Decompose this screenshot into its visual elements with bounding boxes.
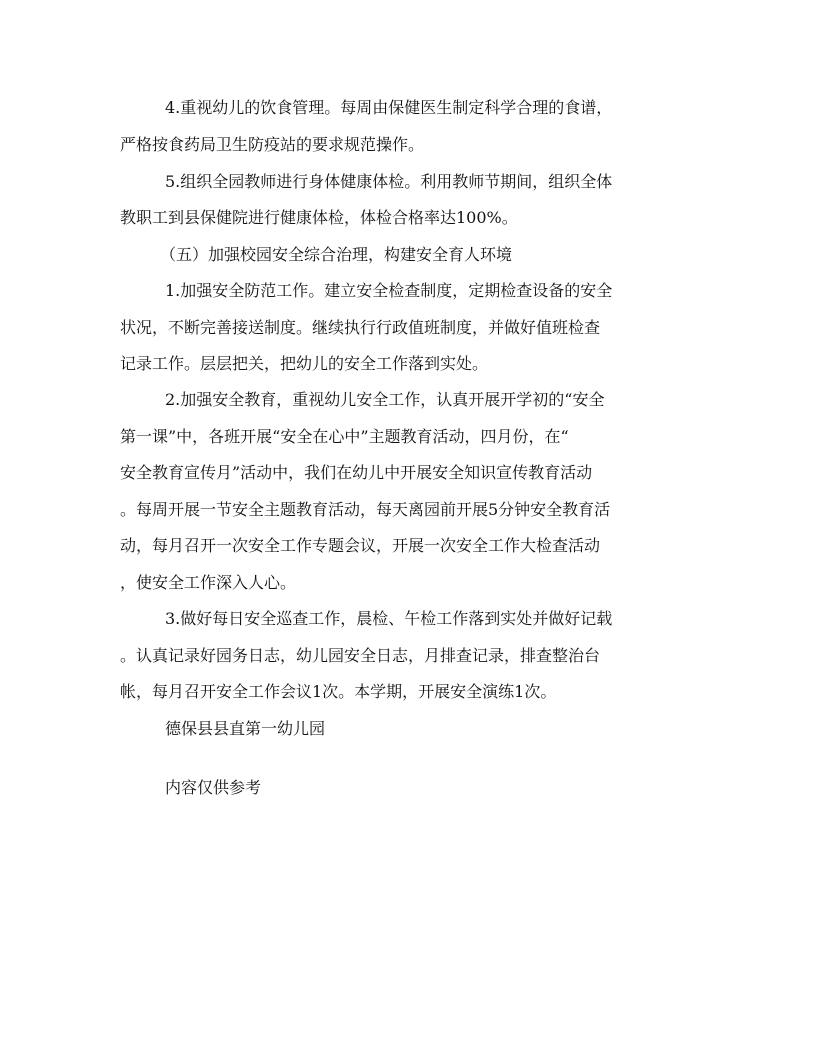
text-line: 状况，不断完善接送制度。继续执行行政值班制度，并做好值班检查 xyxy=(120,318,601,337)
text-line: 4.重视幼儿的饮食管理。每周由保健医生制定科学合理的食谱， xyxy=(165,98,613,117)
text-line: 安全教育宣传月”活动中，我们在幼儿中开展安全知识宣传教育活动 xyxy=(120,463,593,482)
text-line: 第一课”中，各班开展“安全在心中”主题教育活动，四月份，在“ xyxy=(120,427,569,446)
text-line: 动，每月召开一次安全工作专题会议，开展一次安全工作大检查活动 xyxy=(120,536,601,555)
text-line: 教职工到县保健院进行健康体检，体检合格率达100%。 xyxy=(120,208,518,227)
text-line: 帐，每月召开安全工作会议1次。本学期，开展安全演练1次。 xyxy=(120,682,557,701)
footer-note: 内容仅供参考 xyxy=(165,778,262,797)
text-line: 。认真记录好园务日志，幼儿园安全日志，月排查记录，排查整治台 xyxy=(120,646,601,665)
text-line: 严格按食药局卫生防疫站的要求规范操作。 xyxy=(120,135,425,154)
text-line: 5.组织全园教师进行身体健康体检。利用教师节期间，组织全体 xyxy=(165,172,613,191)
text-line: 。每周开展一节安全主题教育活动，每天离园前开展5分钟安全教育活 xyxy=(120,500,611,519)
text-line: 记录工作。层层把关，把幼儿的安全工作落到实处。 xyxy=(120,354,489,373)
organization-signature: 德保县县直第一幼儿园 xyxy=(165,719,326,738)
section-heading: （五）加强校园安全综合治理，构建安全育人环境 xyxy=(160,245,513,264)
text-line: 2.加强安全教育，重视幼儿安全工作，认真开展开学初的“安全 xyxy=(165,390,605,409)
text-line: ，使安全工作深入人心。 xyxy=(120,573,297,592)
text-line: 3.做好每日安全巡查工作，晨检、午检工作落到实处并做好记载 xyxy=(165,609,613,628)
text-line: 1.加强安全防范工作。建立安全检查制度，定期检查设备的安全 xyxy=(165,281,613,300)
